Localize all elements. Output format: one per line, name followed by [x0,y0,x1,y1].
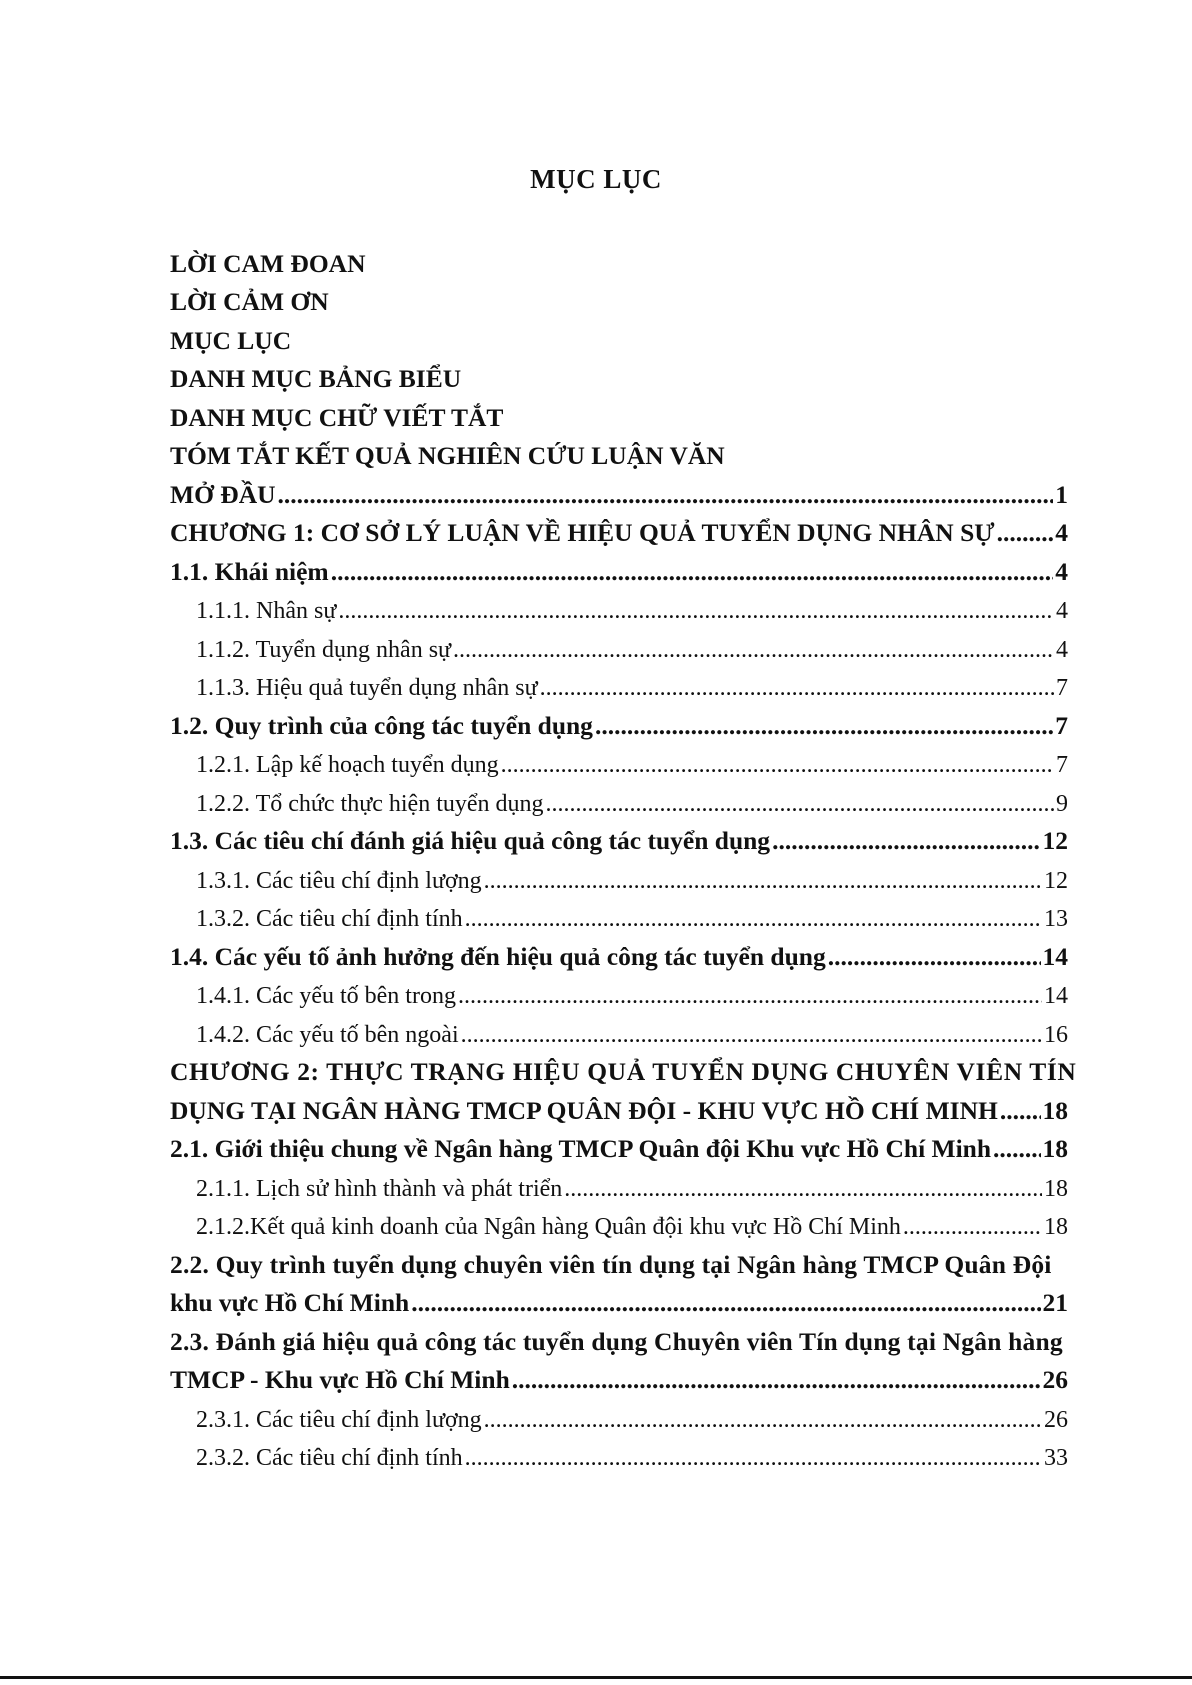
toc-label: 1.4.2. Các yếu tố bên ngoài [196,1021,459,1048]
toc-entry[interactable] [170,625,1068,664]
toc-leader [461,1022,1042,1049]
toc-label: 1.4.1. Các yếu tố bên trong [196,983,456,1009]
toc-leader [458,983,1042,1010]
toc-page-number: 4 [1055,518,1068,547]
toc-label: 2.1.2.Kết quả kinh doanh của Ngân hàng Quân đội khu vực Hồ Chí Minh [196,1214,901,1240]
toc-leader [772,826,1040,856]
toc-entry[interactable] [170,1357,1068,1396]
toc-label: 1.1.3. Hiệu quả tuyển dụng nhân sự [196,675,538,701]
toc-entry-line1[interactable] [170,1049,1077,1088]
toc-entry[interactable] [170,510,1068,549]
toc-label: 2.3.2. Các tiêu chí định tính [196,1445,463,1471]
toc-page-number: 9 [1056,790,1068,817]
toc-leader [828,942,1041,972]
toc-page-number: 26 [1044,1406,1068,1433]
toc-label: khu vực Hồ Chí Minh [170,1288,410,1317]
toc-label: TMCP - Khu vực Hồ Chí Minh [170,1365,510,1394]
toc-leader [595,711,1053,741]
toc-page-number: 7 [1056,675,1068,701]
toc-page-number: 18 [1044,1214,1068,1240]
toc-page-number: 33 [1044,1445,1068,1471]
toc-page-number: 26 [1042,1365,1068,1394]
table-of-contents [170,240,1077,1472]
toc-page-number: 16 [1044,1021,1068,1048]
toc-entry[interactable] [170,1087,1068,1126]
toc-leader [1000,1096,1041,1126]
toc-leader [501,752,1054,779]
toc-label: 1.1. Khái niệm [170,556,329,586]
toc-page-number: 4 [1056,598,1068,624]
toc-label: 1.3.2. Các tiêu chí định tính [196,906,463,932]
toc-entry[interactable] [170,702,1068,741]
toc-label: 2.2. Quy trình tuyển dụng chuyên viên tín dụng tại Ngân hàng TMCP Quân Đội [170,1249,1052,1279]
toc-entry[interactable] [170,1126,1068,1165]
toc-entry[interactable] [170,664,1068,703]
toc-leader [465,1445,1042,1472]
toc-front-item [170,394,1068,433]
toc-leader [278,480,1054,510]
toc-leader [540,675,1054,702]
toc-page-number: 4 [1056,636,1068,663]
toc-entry-line1[interactable] [170,1318,1068,1357]
toc-label: 2.1.1. Lịch sử hình thành và phát triển [196,1175,563,1202]
toc-entry[interactable] [170,856,1068,895]
toc-front-item [170,240,1068,279]
toc-entry[interactable] [170,933,1068,972]
toc-leader [411,1288,1040,1318]
toc-front-item [170,317,1068,356]
toc-page-number: 4 [1055,556,1068,586]
toc-entry[interactable] [170,1010,1068,1049]
toc-entry[interactable] [170,1203,1068,1242]
toc-leader [338,598,1054,625]
toc-label: 2.1. Giới thiệu chung về Ngân hàng TMCP Quân đội Khu vực Hồ Chí Minh [170,1134,992,1163]
toc-label: 2.3. Đánh giá hiệu quả công tác tuyển dụng Chuyên viên Tín dụng tại Ngân hàng [170,1326,1063,1356]
toc-label: 1.2.1. Lập kế hoạch tuyển dụng [196,752,499,778]
toc-leader [331,557,1054,587]
toc-label: TÓM TẮT KẾT QUẢ NGHIÊN CỨU LUẬN VĂN [170,441,725,470]
toc-leader [993,1134,1040,1164]
toc-page-number: 18 [1042,1134,1068,1163]
toc-leader [903,1214,1042,1241]
toc-label: 2.3.1. Các tiêu chí định lượng [196,1406,482,1433]
toc-entry[interactable] [170,1434,1068,1473]
toc-page-number: 7 [1055,710,1068,740]
toc-label: LỜI CẢM ƠN [170,287,329,316]
toc-label: 1.4. Các yếu tố ảnh hưởng đến hiệu quả công tác tuyển dụng [170,941,826,971]
toc-leader [512,1365,1041,1395]
toc-label: 1.3.1. Các tiêu chí định lượng [196,867,482,894]
toc-label: DANH MỤC CHỮ VIẾT TẮT [170,402,504,432]
toc-page-number: 21 [1042,1288,1068,1317]
toc-page-number: 14 [1042,941,1068,971]
toc-label: MỤC LỤC [170,325,292,355]
toc-page-number: 18 [1044,1175,1068,1202]
toc-entry[interactable] [170,471,1068,510]
toc-label: MỞ ĐẦU [170,479,276,509]
toc-label: CHƯƠNG 2: THỰC TRẠNG HIỆU QUẢ TUYỂN DỤNG CHUYÊN VIÊN TÍN [170,1057,1077,1086]
toc-label: CHƯƠNG 1: CƠ SỞ LÝ LUẬN VỀ HIỆU QUẢ TUYỂN DỤNG NHÂN SỰ [170,518,995,547]
toc-label: LỜI CAM ĐOAN [170,248,366,278]
toc-entry-line1[interactable] [170,1241,1068,1280]
toc-entry[interactable] [170,895,1068,934]
toc-front-item [170,279,1068,318]
toc-entry[interactable] [170,818,1068,857]
toc-entry[interactable] [170,1395,1068,1434]
toc-label: 1.1.2. Tuyển dụng nhân sự [196,636,452,663]
toc-page-number: 7 [1056,752,1068,778]
toc-leader [546,791,1054,818]
toc-label: DỤNG TẠI NGÂN HÀNG TMCP QUÂN ĐỘI - KHU VỰC HỒ CHÍ MINH [170,1095,998,1125]
toc-leader [484,868,1042,895]
toc-page-number: 13 [1044,906,1068,932]
toc-label: 1.2. Quy trình của công tác tuyển dụng [170,710,593,740]
toc-front-item [170,433,1068,472]
toc-entry[interactable] [170,548,1068,587]
toc-page-number: 14 [1044,983,1068,1009]
toc-page-number: 1 [1055,479,1068,509]
toc-label: 1.3. Các tiêu chí đánh giá hiệu quả công tác tuyển dụng [170,826,771,855]
toc-page-number: 18 [1042,1095,1068,1125]
toc-entry[interactable] [170,779,1068,818]
toc-label: 1.2.2. Tổ chức thực hiện tuyển dụng [196,790,544,817]
toc-entry[interactable] [170,972,1068,1011]
toc-entry[interactable] [170,1280,1068,1319]
toc-label: 1.1.1. Nhân sự [196,598,337,624]
toc-label: DANH MỤC BẢNG BIỂU [170,364,462,393]
toc-entry[interactable] [170,587,1068,626]
toc-leader [453,637,1054,664]
toc-entry[interactable] [170,1164,1068,1203]
toc-front-item [170,356,1068,395]
toc-entry[interactable] [170,741,1068,780]
toc-leader [564,1176,1042,1203]
toc-page-number: 12 [1044,867,1068,894]
toc-leader [484,1407,1042,1434]
page-title: MỤC LỤC [530,164,662,194]
page-bottom-border [0,1676,1192,1679]
toc-leader [465,906,1042,933]
toc-leader [997,518,1054,548]
toc-page-number: 12 [1042,826,1068,855]
